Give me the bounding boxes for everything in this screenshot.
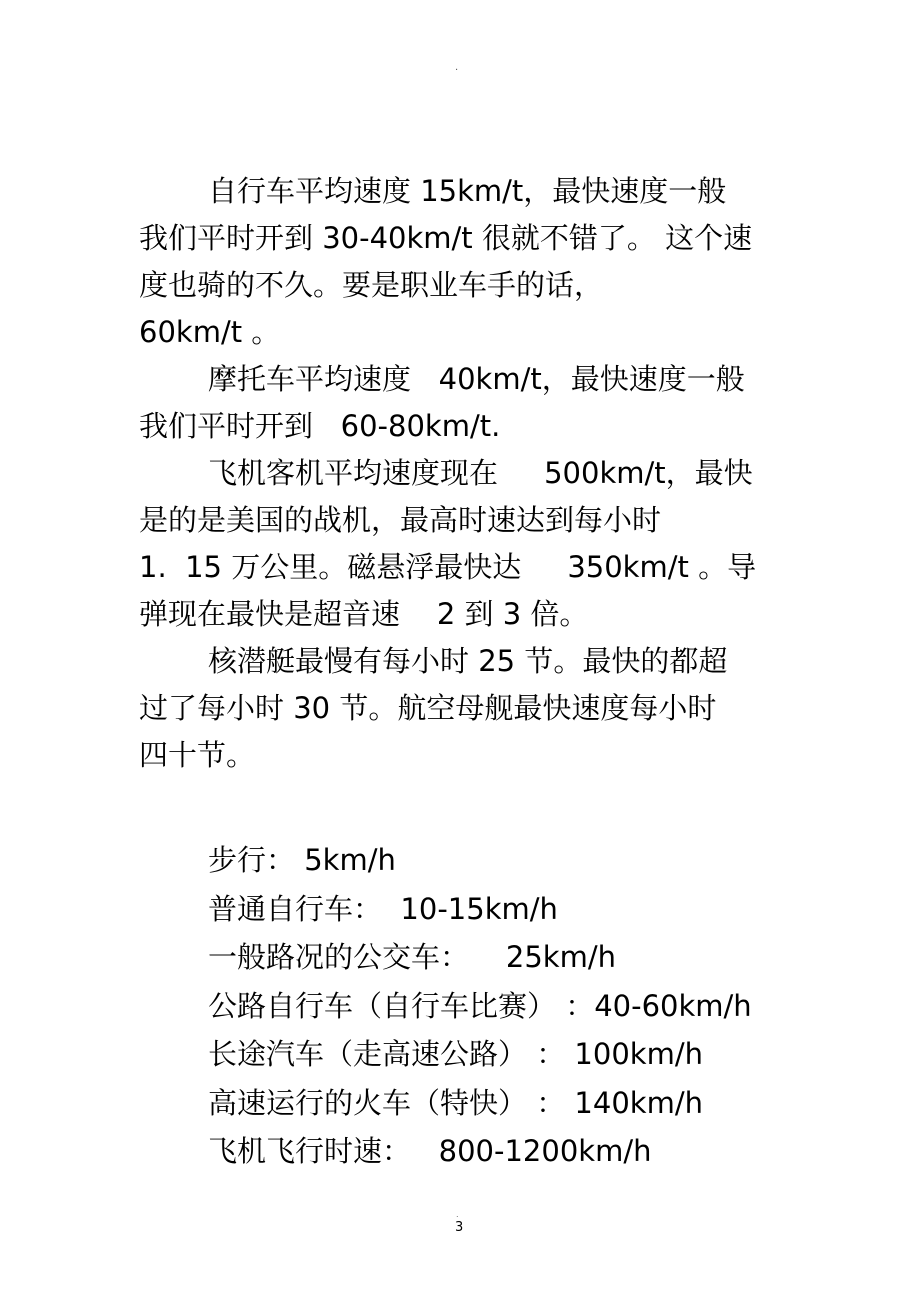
- paragraph-bicycle: [139, 168, 789, 356]
- paragraph-line: 四十节。: [139, 738, 256, 772]
- list-item: 长途汽车（走高速公路） ： 100km/h: [208, 1037, 703, 1071]
- paragraph-line: 过了每小时 30 节。航空母舰最快速度每小时: [139, 691, 717, 725]
- list-item: 飞机飞行时速： 800-1200km/h: [208, 1134, 652, 1168]
- paragraph-line: 60km/t 。: [139, 315, 281, 349]
- page-number: 3: [455, 1220, 464, 1235]
- list-item: 步行： 5km/h: [208, 843, 396, 877]
- paragraph-line: 摩托车平均速度 40km/t，最快速度一般: [208, 362, 745, 396]
- list-item: 一般路况的公交车： 25km/h: [208, 940, 616, 974]
- paragraph-line: 飞机客机平均速度现在 500km/t，最快: [208, 456, 753, 490]
- paragraph-line: 1. 15 万公里。磁悬浮最快达 350km/t 。导: [139, 550, 757, 584]
- list-item: 普通自行车： 10-15km/h: [208, 891, 558, 926]
- paragraph-line: 自行车平均速度 15km/t，最快速度一般: [208, 174, 727, 208]
- paragraph-line: 是的是美国的战机，最高时速达到每小时: [139, 503, 662, 537]
- paragraph-line: 我们平时开到 30-40km/t 很就不错了。 这个速: [139, 221, 753, 255]
- document-body: [139, 168, 789, 779]
- paragraph-motorcycle: [139, 356, 789, 450]
- list-item: 公路自行车（自行车比赛） ：40-60km/h: [208, 988, 752, 1023]
- paragraph-line: 核潜艇最慢有每小时 25 节。最快的都超: [208, 644, 728, 678]
- paragraph-line: 弹现在最快是超音速 2 到 3 倍。: [139, 597, 589, 631]
- header-mark: .: [455, 62, 459, 73]
- paragraph-submarine: [139, 638, 789, 779]
- list-item: 高速运行的火车（特快） ： 140km/h: [208, 1085, 703, 1120]
- footer-mark: .: [456, 1210, 459, 1219]
- paragraph-line: 度也骑的不久。要是职业车手的话，: [139, 268, 604, 302]
- speed-list: [208, 836, 808, 1176]
- paragraph-aircraft: [139, 450, 789, 638]
- paragraph-line: 我们平时开到 60-80km/t.: [139, 409, 501, 443]
